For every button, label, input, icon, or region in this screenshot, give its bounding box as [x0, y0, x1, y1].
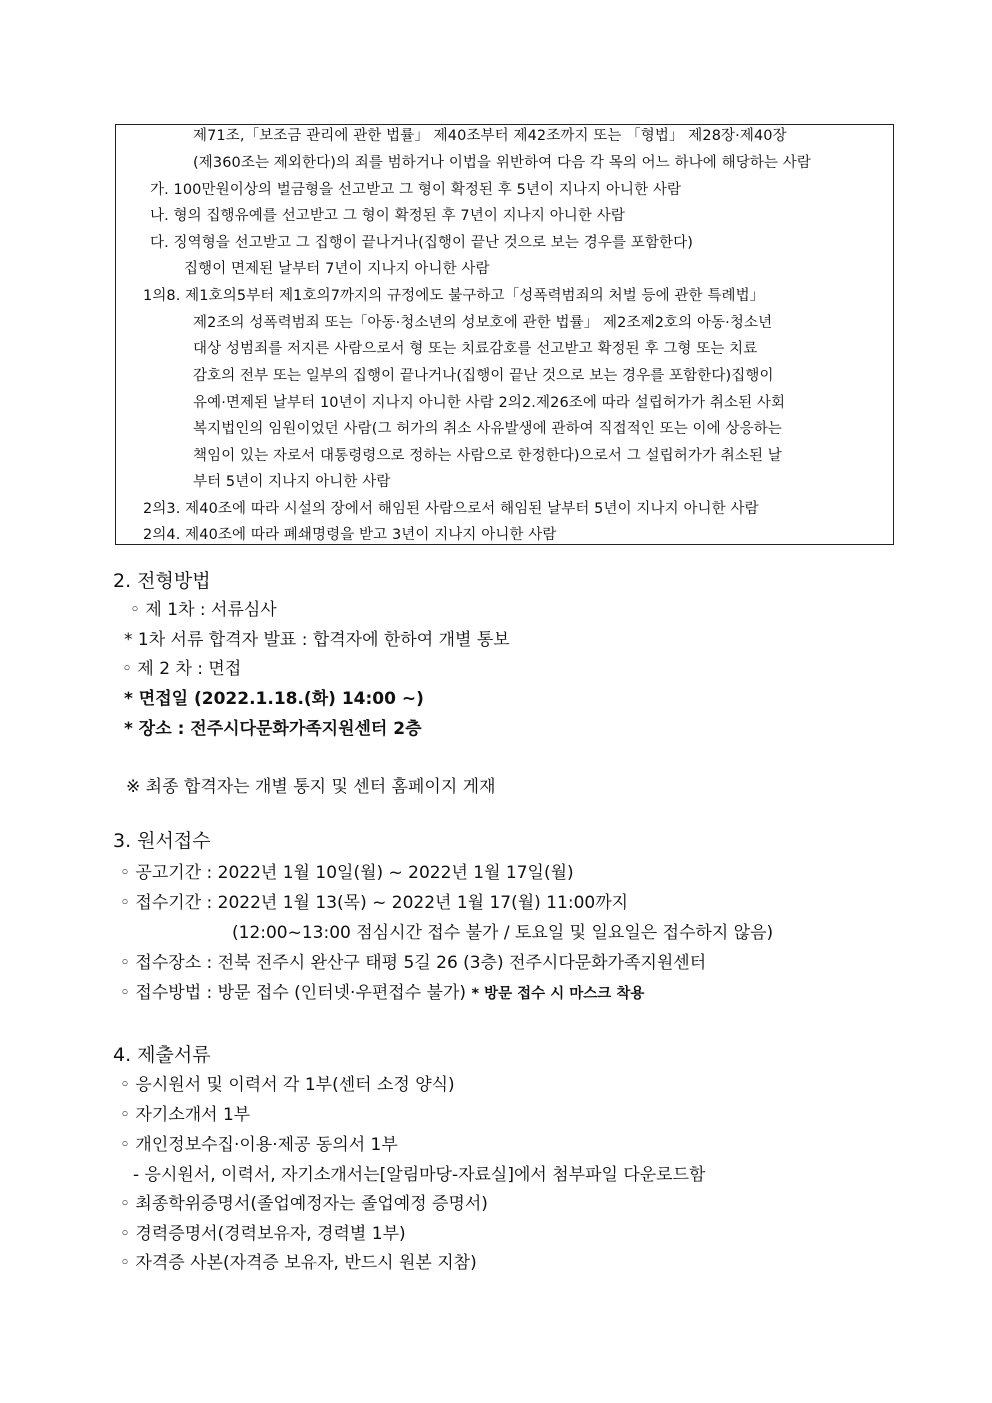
- box-line: 제71조,「보조금 관리에 관한 법률」 제40조부터 제42조까지 또는 「형법」 제28장·제40장: [193, 128, 787, 144]
- list-item: (12:00~13:00 점심시간 접수 불가 / 토요일 및 일요일은 접수하지 않음): [232, 923, 774, 943]
- list-item: ◦ 응시원서 및 이력서 각 1부(센터 소정 양식): [120, 1075, 455, 1095]
- list-item: ◦ 접수기간 : 2022년 1월 13(목) ~ 2022년 1월 17(월) 11:00까지: [120, 893, 629, 913]
- box-line: 제2조의 성폭력범죄 또는「아동·청소년의 성보호에 관한 법률」 제2조제2호의 아동·청소년: [193, 315, 773, 331]
- list-item: ◦ 최종학위증명서(졸업예정자는 졸업예정 증명서): [120, 1194, 488, 1214]
- box-line: 책임이 있는 자로서 대통령령으로 정하는 사람으로 한정한다)으로서 그 설립허가가 취소된 날: [193, 448, 782, 464]
- box-line: 복지법인의 임원이었던 사람(그 허가의 취소 사유발생에 관하여 직접적인 또는 이에 상응하는: [193, 421, 782, 437]
- mask-note: * 방문 접수 시 마스크 착용: [471, 986, 645, 1002]
- list-item: ◦ 접수장소 : 전북 전주시 완산구 태평 5길 26 (3층) 전주시다문화가족지원센터: [120, 953, 707, 973]
- box-line: 다. 징역형을 선고받고 그 집행이 끝나거나(집행이 끝난 것으로 보는 경우를 포함한다): [150, 235, 693, 251]
- list-item: - 응시원서, 이력서, 자기소개서는[알림마당-자료실]에서 첨부파일 다운로드함: [133, 1165, 706, 1185]
- section-heading: 4. 제출서류: [113, 1044, 211, 1066]
- box-line: 집행이 면제된 날부터 7년이 지나지 아니한 사람: [184, 261, 490, 277]
- box-line: 나. 형의 집행유예를 선고받고 그 형이 확정된 후 7년이 지나지 아니한 사람: [150, 208, 625, 224]
- method-text: ◦ 접수방법 : 방문 접수 (인터넷·우편접수 불가): [120, 983, 467, 1003]
- list-item: ◦ 제 2 차 : 면접: [122, 659, 242, 679]
- list-item: ◦ 개인정보수집·이용·제공 동의서 1부: [120, 1135, 398, 1155]
- interview-place: * 장소 : 전주시다문화가족지원센터 2층: [124, 719, 422, 739]
- list-item: ◦ 경력증명서(경력보유자, 경력별 1부): [120, 1224, 406, 1244]
- list-item: ◦ 제 1차 : 서류심사: [130, 600, 277, 620]
- box-line: 부터 5년이 지나지 아니한 사람: [193, 474, 391, 490]
- section-heading: 2. 전형방법: [113, 570, 211, 592]
- box-line: 2의3. 제40조에 따라 시설의 장에서 해임된 사람으로서 해임된 날부터 5년이 지나지 아니한 사람: [143, 501, 759, 517]
- box-line: 가. 100만원이상의 벌금형을 선고받고 그 형이 확정된 후 5년이 지나지 아니한 사람: [150, 182, 682, 198]
- box-line: (제360조는 제외한다)의 죄를 범하거나 이법을 위반하여 다음 각 목의 어느 하나에 해당하는 사람: [193, 155, 811, 171]
- box-line: 유예·면제된 날부터 10년이 지나지 아니한 사람 2의2.제26조에 따라 설립허가가 취소된 사회: [193, 395, 786, 411]
- list-item: ◦ 자기소개서 1부: [120, 1105, 251, 1125]
- list-item: [120, 981, 644, 1006]
- box-line: 대상 성범죄를 저지른 사람으로서 형 또는 치료감호를 선고받고 확정된 후 그형 또는 치료: [193, 341, 758, 357]
- list-item: ◦ 자격증 사본(자격증 보유자, 반드시 원본 지참): [120, 1253, 477, 1273]
- list-item: ◦ 공고기간 : 2022년 1월 10일(월) ~ 2022년 1월 17일(월): [120, 863, 574, 883]
- box-line: 1의8. 제1호의5부터 제1호의7까지의 규정에도 불구하고「성폭력범죄의 처벌 등에 관한 특례법」: [143, 288, 765, 304]
- box-line: 감호의 전부 또는 일부의 집행이 끝나거나(집행이 끝난 것으로 보는 경우를 포함한다)집행이: [193, 368, 774, 384]
- section-heading: 3. 원서접수: [113, 830, 211, 852]
- interview-date: * 면접일 (2022.1.18.(화) 14:00 ~): [124, 689, 424, 709]
- list-item: * 1차 서류 합격자 발표 : 합격자에 한하여 개별 통보: [124, 630, 510, 650]
- final-note: ※ 최종 합격자는 개별 통지 및 센터 홈페이지 게재: [126, 777, 496, 797]
- box-line: 2의4. 제40조에 따라 폐쇄명령을 받고 3년이 지나지 아니한 사람: [143, 527, 557, 543]
